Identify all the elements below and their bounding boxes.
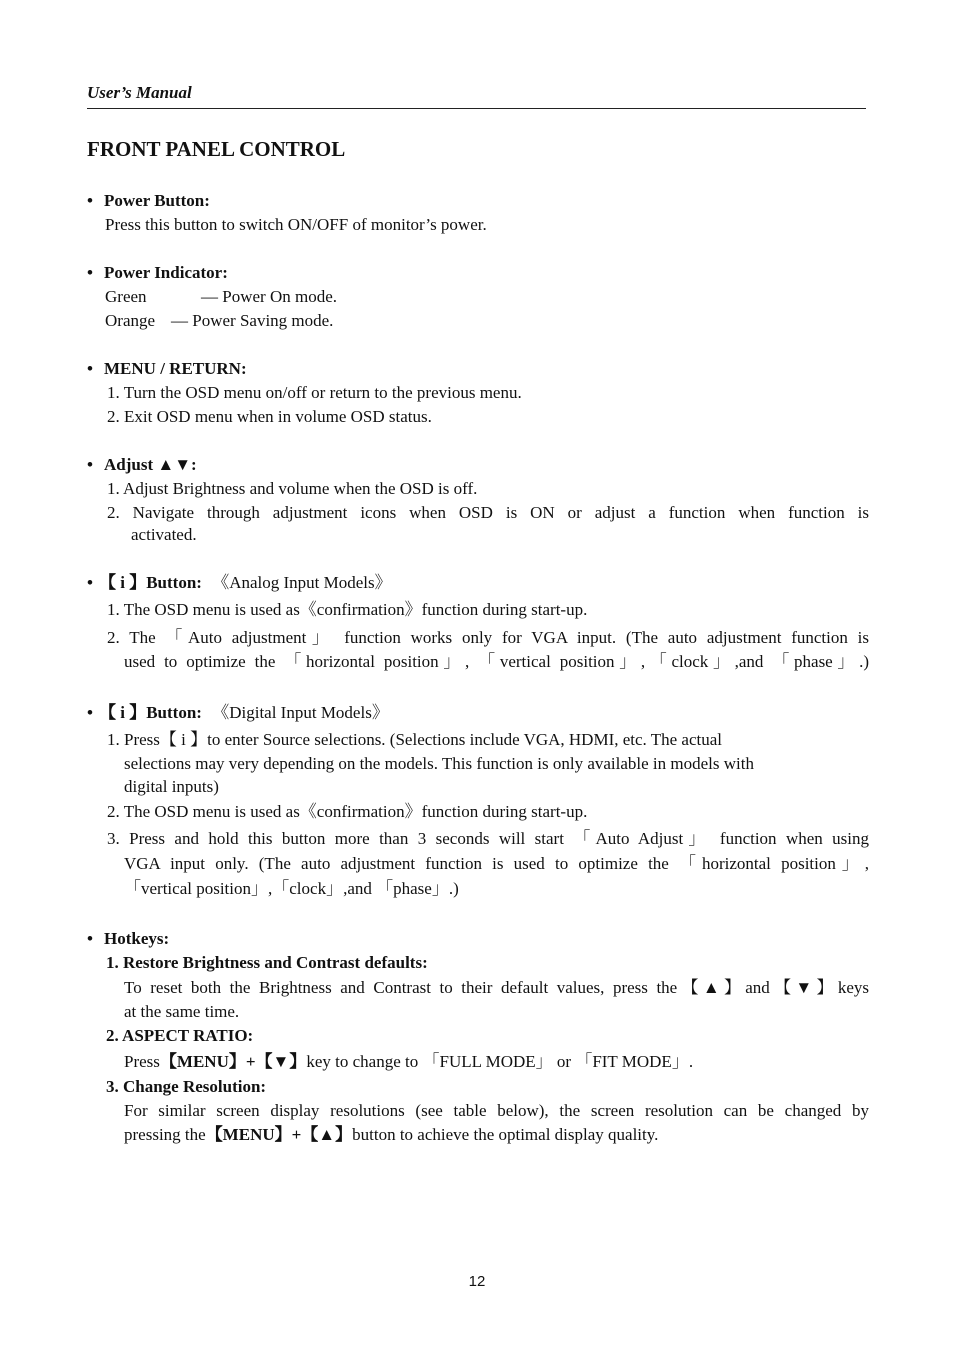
orange-label: Orange: [105, 311, 156, 330]
adjust-heading: [87, 453, 869, 477]
adjust-item-1: 1. Adjust Brightness and volume when the OSD is off.: [107, 479, 478, 498]
i-digital-heading-text: 【 i 】Button:: [99, 703, 202, 722]
bullet-icon: •: [87, 191, 93, 210]
i-analog-heading: [87, 571, 869, 595]
resolution-keys: 【MENU】+【▲】: [205, 1125, 353, 1144]
section-adjust: [87, 453, 869, 546]
i-digital-item-1-line-1: 1. Press【 i 】to enter Source selections. (Selections include VGA, HDMI, etc. The actual: [107, 730, 723, 749]
green-text: — Power On mode.: [201, 287, 337, 306]
resolution-text-pre: pressing the: [124, 1125, 206, 1144]
bullet-icon: •: [87, 929, 93, 948]
page-number: 12: [468, 1273, 486, 1290]
i-digital-heading-sub: 《Digital Input Models》: [212, 703, 389, 722]
aspect-text: [87, 1048, 869, 1075]
aspect-heading: 2. ASPECT RATIO:: [106, 1026, 254, 1045]
i-digital-item-3-line-3: 「vertical position」,「clock」,and 「phase」.): [124, 879, 459, 898]
menu-return-heading: [87, 357, 869, 381]
menu-return-item-2: 2. Exit OSD menu when in volume OSD status.: [107, 407, 432, 426]
adjust-heading-text: Adjust ▲▼:: [104, 455, 197, 474]
bullet-icon: •: [87, 263, 93, 282]
restore-heading: 1. Restore Brightness and Contrast defaults:: [106, 953, 428, 972]
i-digital-heading: [87, 701, 869, 725]
power-button-heading: [87, 189, 869, 213]
menu-return-item-1: 1. Turn the OSD menu on/off or return to the previous menu.: [107, 383, 522, 402]
i-digital-item-1-line-2: selections may very depending on the models. This function is only available in models with: [124, 754, 754, 773]
section-hotkeys: [87, 927, 869, 1147]
orange-text: — Power Saving mode.: [171, 311, 334, 330]
hotkeys-heading: [87, 927, 869, 951]
power-indicator-green: [87, 285, 869, 309]
i-digital-item-3-line-1: 3. Press and hold this button more than 3 seconds will start 「Auto Adjust」 function when using: [107, 829, 869, 848]
header-rule: [87, 108, 866, 109]
i-analog-heading-sub: 《Analog Input Models》: [212, 573, 392, 592]
running-header: User’s Manual: [87, 83, 192, 102]
menu-return-heading-text: MENU / RETURN:: [104, 359, 247, 378]
resolution-text-post: button to achieve the optimal display quality.: [352, 1125, 659, 1144]
adjust-item-2-line-2: activated.: [131, 525, 197, 544]
aspect-text-pre: Press: [124, 1052, 160, 1071]
bullet-icon: •: [87, 359, 93, 378]
restore-text-line-2: at the same time.: [124, 1002, 240, 1021]
i-analog-heading-text: 【 i 】Button:: [99, 573, 202, 592]
i-analog-item-2-line-1: 2. The 「Auto adjustment」 function works only for VGA input. (The auto adjustment function is: [107, 628, 869, 647]
i-analog-item-2-line-2: used to optimize the 「horizontal position」, 「vertical position」,「clock」,and 「phase」.): [124, 652, 869, 671]
power-button-heading-text: Power Button:: [104, 191, 210, 210]
power-indicator-heading: [87, 261, 869, 285]
bullet-icon: •: [87, 703, 93, 722]
power-indicator-orange: [87, 309, 869, 333]
section-power-indicator: [87, 261, 869, 333]
page-title: FRONT PANEL CONTROL: [87, 137, 346, 161]
resolution-text-line-2: [87, 1123, 869, 1147]
bullet-icon: •: [87, 455, 93, 474]
i-digital-item-1-line-3: digital inputs): [124, 777, 219, 796]
hotkeys-heading-text: Hotkeys:: [104, 929, 170, 948]
i-digital-item-3-line-2: VGA input only. (The auto adjustment function is used to optimize the 「horizontal position」,: [124, 854, 869, 873]
adjust-item-2-line-1: 2. Navigate through adjustment icons when OSD is ON or adjust a function when function is: [107, 503, 869, 522]
section-i-button-digital: [87, 701, 869, 902]
restore-text-line-1: To reset both the Brightness and Contrast to their default values, press the【▲】and【▼】keys: [124, 978, 869, 997]
section-power-button: [87, 189, 869, 237]
power-button-text: Press this button to switch ON/OFF of monitor’s power.: [105, 215, 487, 234]
aspect-text-post: key to change to 「FULL MODE」 or 「FIT MODE」.: [306, 1052, 694, 1071]
i-digital-item-2: 2. The OSD menu is used as《confirmation》function during start-up.: [107, 802, 588, 821]
i-analog-item-1: 1. The OSD menu is used as《confirmation》function during start-up.: [107, 600, 588, 619]
section-i-button-analog: [87, 571, 869, 674]
resolution-text-line-1: For similar screen display resolutions (see table below), the screen resolution can be changed by: [124, 1101, 869, 1120]
resolution-heading: 3. Change Resolution:: [106, 1077, 267, 1096]
power-indicator-heading-text: Power Indicator:: [104, 263, 228, 282]
green-label: Green: [105, 287, 147, 306]
bullet-icon: •: [87, 573, 93, 592]
section-menu-return: [87, 357, 869, 429]
aspect-keys: 【MENU】+【▼】: [159, 1052, 307, 1071]
